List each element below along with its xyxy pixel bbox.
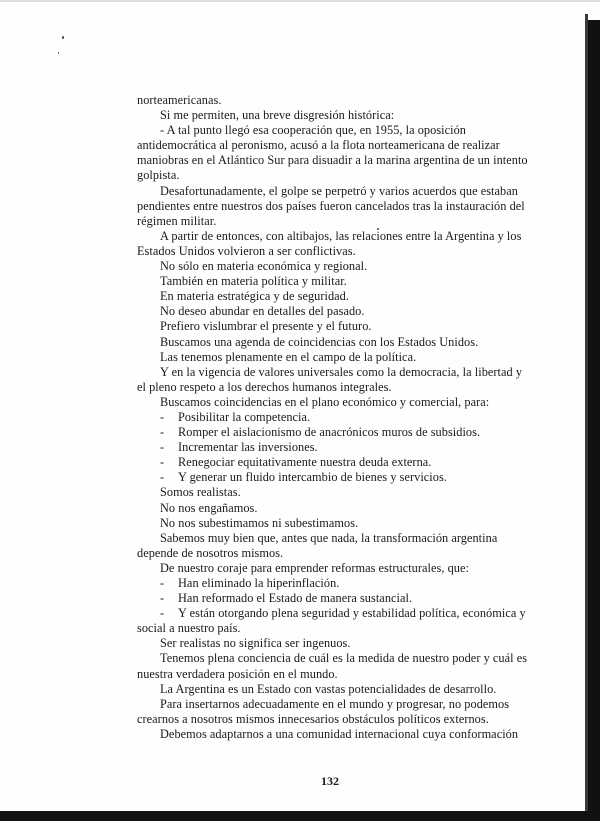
text-line: Para insertarnos adecuadamente en el mundo y progresar, no podemos xyxy=(160,696,510,711)
list-item-text: Posibilitar la competencia. xyxy=(178,409,311,424)
list-dash: - xyxy=(160,591,165,606)
list-dash: - xyxy=(160,425,165,440)
text-line: Desafortunadamente, el golpe se perpetró y varios acuerdos que estaban xyxy=(160,183,518,198)
text-line: social a nuestro país. xyxy=(137,621,241,636)
scan-speck xyxy=(62,36,64,39)
list-dash: - xyxy=(160,440,165,455)
text-line: Tenemos plena conciencia de cuál es la medida de nuestro poder y cuál es xyxy=(160,651,528,666)
right-scan-border xyxy=(588,20,600,821)
text-line: Estados Unidos volvieron a ser conflictivas. xyxy=(137,243,356,258)
scan-speck xyxy=(58,52,59,54)
text-line: Buscamos coincidencias en el plano económico y comercial, para: xyxy=(160,394,490,409)
top-edge xyxy=(0,0,600,2)
text-line: Sabemos muy bien que, antes que nada, la transformación argentina xyxy=(160,530,498,545)
text-line: No nos engañamos. xyxy=(160,500,258,515)
text-line xyxy=(137,425,527,440)
text-line: Somos realistas. xyxy=(160,485,241,500)
list-dash: - xyxy=(160,470,165,485)
text-line: Y en la vigencia de valores universales como la democracia, la libertad y xyxy=(160,364,523,379)
text-line: Debemos adaptarnos a una comunidad internacional cuya conformación xyxy=(160,726,519,741)
text-line: régimen militar. xyxy=(137,213,217,228)
text-line: maniobras en el Atlántico Sur para disuadir a la marina argentina de un intento xyxy=(137,153,528,168)
text-line: No deseo abundar en detalles del pasado. xyxy=(160,304,365,319)
list-dash: - xyxy=(160,409,165,424)
list-item-text: Han reformado el Estado de manera sustancial. xyxy=(178,591,413,606)
text-line: - A tal punto llegó esa cooperación que, en 1955, la oposición xyxy=(160,123,467,138)
text-line: golpista. xyxy=(137,168,180,183)
text-line: Ser realistas no significa ser ingenuos. xyxy=(160,636,351,651)
text-line: Buscamos una agenda de coincidencias con los Estados Unidos. xyxy=(160,334,479,349)
text-line xyxy=(137,410,527,425)
list-dash: - xyxy=(160,606,165,621)
text-line: Prefiero vislumbrar el presente y el futuro. xyxy=(160,319,372,334)
text-line: La Argentina es un Estado con vastas potencialidades de desarrollo. xyxy=(160,681,497,696)
body-text xyxy=(137,93,527,742)
text-line: Las tenemos plenamente en el campo de la política. xyxy=(160,349,417,364)
text-line: nuestra verdadera posición en el mundo. xyxy=(137,666,338,681)
text-line: pendientes entre nuestros dos países fueron cancelados tras la instauración del xyxy=(137,198,525,213)
text-line: depende de nosotros mismos. xyxy=(137,545,284,560)
text-line: el pleno respeto a los derechos humanos integrales. xyxy=(137,379,392,394)
text-line: Si me permiten, una breve disgresión histórica: xyxy=(160,108,395,123)
list-item-text: Romper el aislacionismo de anacrónicos muros de subsidios. xyxy=(178,425,481,440)
text-line xyxy=(137,440,527,455)
list-item-text: Incrementar las inversiones. xyxy=(178,440,318,455)
text-line: De nuestro coraje para emprender reformas estructurales, que: xyxy=(160,560,469,575)
text-line: No sólo en materia económica y regional. xyxy=(160,259,368,274)
text-line: También en materia política y militar. xyxy=(160,274,347,289)
text-line: A partir de entonces, con altibajos, las relaciones entre la Argentina y los xyxy=(160,228,522,243)
text-line xyxy=(137,470,527,485)
text-line xyxy=(137,576,527,591)
list-dash: - xyxy=(160,455,165,470)
text-line: En materia estratégica y de seguridad. xyxy=(160,289,350,304)
text-line: No nos subestimamos ni subestimamos. xyxy=(160,515,359,530)
text-line: antidemocrática al peronismo, acusó a la flota norteamericana de realizar xyxy=(137,138,500,153)
text-line: crearnos a nosotros mismos innecesarios obstáculos políticos externos. xyxy=(137,711,489,726)
text-line xyxy=(137,606,527,621)
list-item-text: Y generar un fluido intercambio de bienes y servicios. xyxy=(178,470,447,485)
text-line: norteamericanas. xyxy=(137,93,222,107)
bottom-scan-border xyxy=(0,811,600,821)
text-line xyxy=(137,591,527,606)
list-item-text: Renegociar equitativamente nuestra deuda externa. xyxy=(178,455,432,470)
page-number: 132 xyxy=(321,774,339,788)
list-dash: - xyxy=(160,576,165,590)
text-line xyxy=(137,455,527,470)
list-item-text: Han eliminado la hiperinflación. xyxy=(178,576,340,590)
list-item-text: Y están otorgando plena seguridad y estabilidad política, económica y xyxy=(178,606,526,621)
